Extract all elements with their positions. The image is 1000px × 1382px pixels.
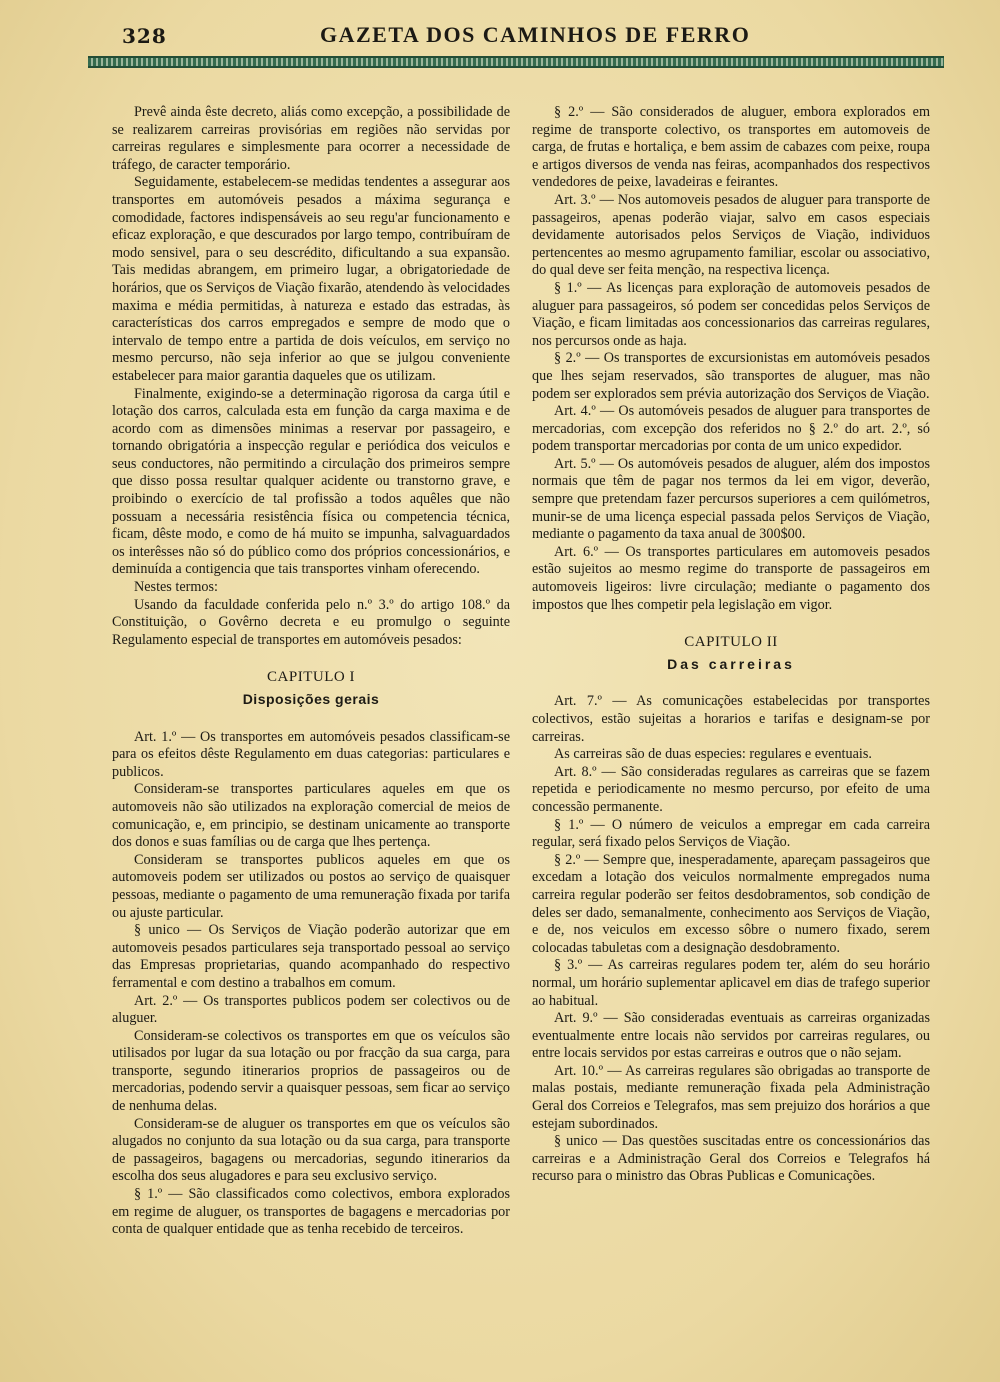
paragraph: Art. 6.º — Os transportes particulares em automoveis pesados estão sujeitos ao mesmo regime do transporte de passageiros em automoveis ligeiros: livre circulação; mediante o pagamento dos impostos que lhes competir pela legislação em vigor. bbox=[532, 543, 930, 613]
header-ornamental-rule bbox=[88, 56, 944, 68]
paragraph: Art. 9.º — São consideradas eventuais as carreiras organizadas eventualmente entre locais não servidos por carreiras regulares, ou entre locais servidos por estas carreiras e outros que o não sejam. bbox=[532, 1010, 930, 1062]
paragraph: § 1.º — São classificados como colectivos, embora explorados em regime de aluguer, os transportes de bagagens e mercadorias por conta de qualquer entidade que as tenha recebido de terceiros. bbox=[112, 1186, 510, 1238]
paragraph: Art. 2.º — Os transportes publicos podem ser colectivos ou de aluguer. bbox=[112, 992, 510, 1027]
paragraph: Consideram-se de aluguer os transportes em que os veículos são alugados no conjunto da sua lotação ou da sua carga, para transporte de passageiros, bagagens ou mercadorias, segundo itinerarios da escolha dos seus alugadores e para seu exclusivo serviço. bbox=[112, 1115, 510, 1185]
left-column-articles bbox=[112, 729, 510, 1239]
paragraph: Art. 8.º — São consideradas regulares as carreiras que se fazem repetida e periodicamente no mesmo percurso, por efeito de uma concessão permanente. bbox=[532, 763, 930, 815]
paragraph: § unico — Os Serviços de Viação poderão autorizar que em automoveis pesados particulares seja transportado pessoal ao serviço das Empresas proprietarias, quando acompanhado do respectivo ferramental e com destino a trabalhos em comum. bbox=[112, 922, 510, 991]
masthead-title: GAZETA DOS CAMINHOS DE FERRO bbox=[320, 22, 751, 47]
paragraph: § 2.º — Sempre que, inesperadamente, apareçam passageiros que excedam a lotação dos veiculos normalmente empregados numa carreira regular poderão ser feitos desdobramentos, sob condição de deles ser dado, semanalmente, conhecimento aos Serviços de Viação, e de, nos veiculos em excesso sôbre o numero fixado, serem colocadas tabuletas com a designação desdobramento. bbox=[532, 851, 930, 956]
chapter-1-title: CAPITULO I bbox=[267, 669, 355, 686]
paragraph: Finalmente, exigindo-se a determinação rigorosa da carga útil e lotação dos carros, calculada esta em função da carga maxima e de acordo com as dimensões minimas a reservar por passageiro, e tornando obrigatória a inspecção regular e periódica dos veiculos e seus conductores, não permitindo a circulação dos primeiros sempre que disso possa resultar qualquer acidente ou transtorno grave, e proibindo o exercício de tal profissão a todos aquêles que não possuam a necessária resistência física ou competencia técnica, ficam, dêste modo, e como de há muito se impunha, salvaguardados os interêsses não só do público como dos próprios concessionários, e deminuída a contigencia que tais transportes vinham oferecendo. bbox=[112, 385, 510, 578]
paragraph: Usando da faculdade conferida pelo n.º 3.º do artigo 108.º da Constituição, o Govêrno decreta e eu promulgo o seguinte Regulamento especial de transportes em automóveis pesados: bbox=[112, 596, 510, 648]
paragraph: § 2.º — Os transportes de excursionistas em automóveis pesados que lhes sejam reservados, são transportes de aluguer, mas não podem ser explorados sem prévia autorização dos Serviços de Viação. bbox=[532, 350, 930, 402]
right-column bbox=[532, 104, 930, 1186]
paragraph: § 1.º — As licenças para exploração de automoveis pesados de aluguer para passageiros, só podem ser concedidas pelos Serviços de Viação, e ficam limitadas aos concessionarios das carreiras regulares, nos percursos onde as haja. bbox=[532, 279, 930, 349]
paragraph: Art. 10.º — As carreiras regulares são obrigadas ao transporte de malas postais, mediante remuneração fixada pela Administração Geral dos Correios e Telegrafos, mas sem prejuizo dos horários a que estejam subordinados. bbox=[532, 1062, 930, 1132]
paragraph: Art. 7.º — As comunicações estabelecidas por transportes colectivos, estão sujeitas a horarios e tarifas e designam-se por carreiras. bbox=[532, 693, 930, 745]
paragraph: § 1.º — O número de veiculos a empregar em cada carreira regular, será fixado pelos Serviços de Viação. bbox=[532, 816, 930, 851]
paragraph: Prevê ainda êste decreto, aliás como excepção, a possibilidade de se realizarem carreiras provisórias em regiões não servidas por carreiras regulares e simplesmente para ocorrer a necessidade de tráfego, de caracter temporário. bbox=[112, 104, 510, 173]
paragraph: Art. 3.º — Nos automoveis pesados de aluguer para transporte de passageiros, apenas poderão viajar, salvo em casos especiais devidamente autorisados pelos Serviços de Viação, individuos pertencentes ao mesmo agrupamento familiar, escolar ou associativo, do qual deve ser feita menção, na respectiva licença. bbox=[532, 191, 930, 279]
right-column-intro bbox=[532, 104, 930, 614]
paragraph: Art. 1.º — Os transportes em automóveis pesados classificam-se para os efeitos dêste Regulamento em duas categorias: particulares e publicos. bbox=[112, 728, 510, 780]
paragraph: § unico — Das questões suscitadas entre os concessionários das carreiras e a Administração Geral dos Correios e Telegrafos há recurso para o ministro das Obras Publicas e Comunicações. bbox=[532, 1133, 930, 1185]
right-column-articles bbox=[532, 693, 930, 1186]
paragraph: As carreiras são de duas especies: regulares e eventuais. bbox=[554, 746, 872, 763]
page-number: 328 bbox=[122, 24, 167, 48]
chapter-2-subtitle: Das carreiras bbox=[667, 655, 795, 672]
chapter-1-subtitle: Disposições gerais bbox=[242, 691, 380, 707]
chapter-2-title: CAPITULO II bbox=[684, 634, 778, 651]
paragraph: Consideram-se colectivos os transportes em que os veículos são utilisados por lugar da sua lotação ou por fracção da sua carga, para transporte, segundo itinerarios proprios de passageiros ou de mercadorias, podendo servir a quaisquer pessoas, sem ficar ao serviço de nenhuma delas. bbox=[112, 1027, 510, 1115]
left-column bbox=[112, 104, 510, 1239]
paragraph: Consideram-se transportes particulares aqueles em que os automoveis não são utilizados na exploração comercial de meios de comunicação, e, em principio, se destinam unicamente ao transporte dos donos e suas famílias ou de carga que lhes pertença. bbox=[112, 781, 510, 851]
paragraph: Seguidamente, estabelecem-se medidas tendentes a assegurar aos transportes em automóveis pesados a máxima segurança e comodidade, factores indispensáveis ao seu regu'ar funcionamento e eficaz exploração, e que descurados por largo tempo, contribuíram de modo sensivel, para o seu descrédito, dificultando a sua expansão. Tais medidas abrangem, em primeiro lugar, a obrigatoriedade de horários, que os Serviços de Viação fixarão, atendendo às velocidades maxima e média permitidas, à natureza e estado das estradas, às características dos carros empregados e sempre de modo que o intervalo de tempo entre a partida de dois veículos, em serviço no mesmo percurso, não seja inferior ao que se julgou conveniente estabelecer para maior garantia daqueles que os utilizam. bbox=[112, 174, 510, 384]
paragraph: § 3.º — As carreiras regulares podem ter, além do seu horário normal, um horário suplementar aplicavel em dias de trafego superior ao habitual. bbox=[532, 957, 930, 1009]
paragraph: § 2.º — São considerados de aluguer, embora explorados em regime de transporte colectivo, os transportes em automoveis de carga, de frutas e hortaliça, e bem assim de cabazes com peixe, roupa e artigos diversos de venda nas feiras, acompanhados dos respectivos vendedores de peixe, lavadeiras e feirantes. bbox=[532, 104, 930, 191]
paragraph: Art. 4.º — Os automóveis pesados de aluguer para transportes de mercadorias, com excepção dos referidos no § 2.º do art. 2.º, só podem transportar mercadorias por conta de um unico expedidor. bbox=[532, 403, 930, 455]
paragraph: Nestes termos: bbox=[134, 579, 218, 596]
paragraph: Art. 5.º — Os automóveis pesados de aluguer, além dos impostos normais que têm de pagar nos termos da lei em vigor, deverão, sempre que pretendam fazer percursos superiores a cem quilómetros, munir-se de uma licença especial passada pelos Serviços de Viação, mediante o pagamento da taxa anual de 300$00. bbox=[532, 455, 930, 543]
paragraph: Consideram se transportes publicos aqueles em que os automoveis podem ser utilizados ou postos ao serviço de quaisquer pessoas, mediante o pagamento de uma remuneração fixada por tarifa ou ajuste particular. bbox=[112, 851, 510, 921]
page-header bbox=[110, 22, 940, 54]
left-column-intro bbox=[112, 104, 510, 649]
